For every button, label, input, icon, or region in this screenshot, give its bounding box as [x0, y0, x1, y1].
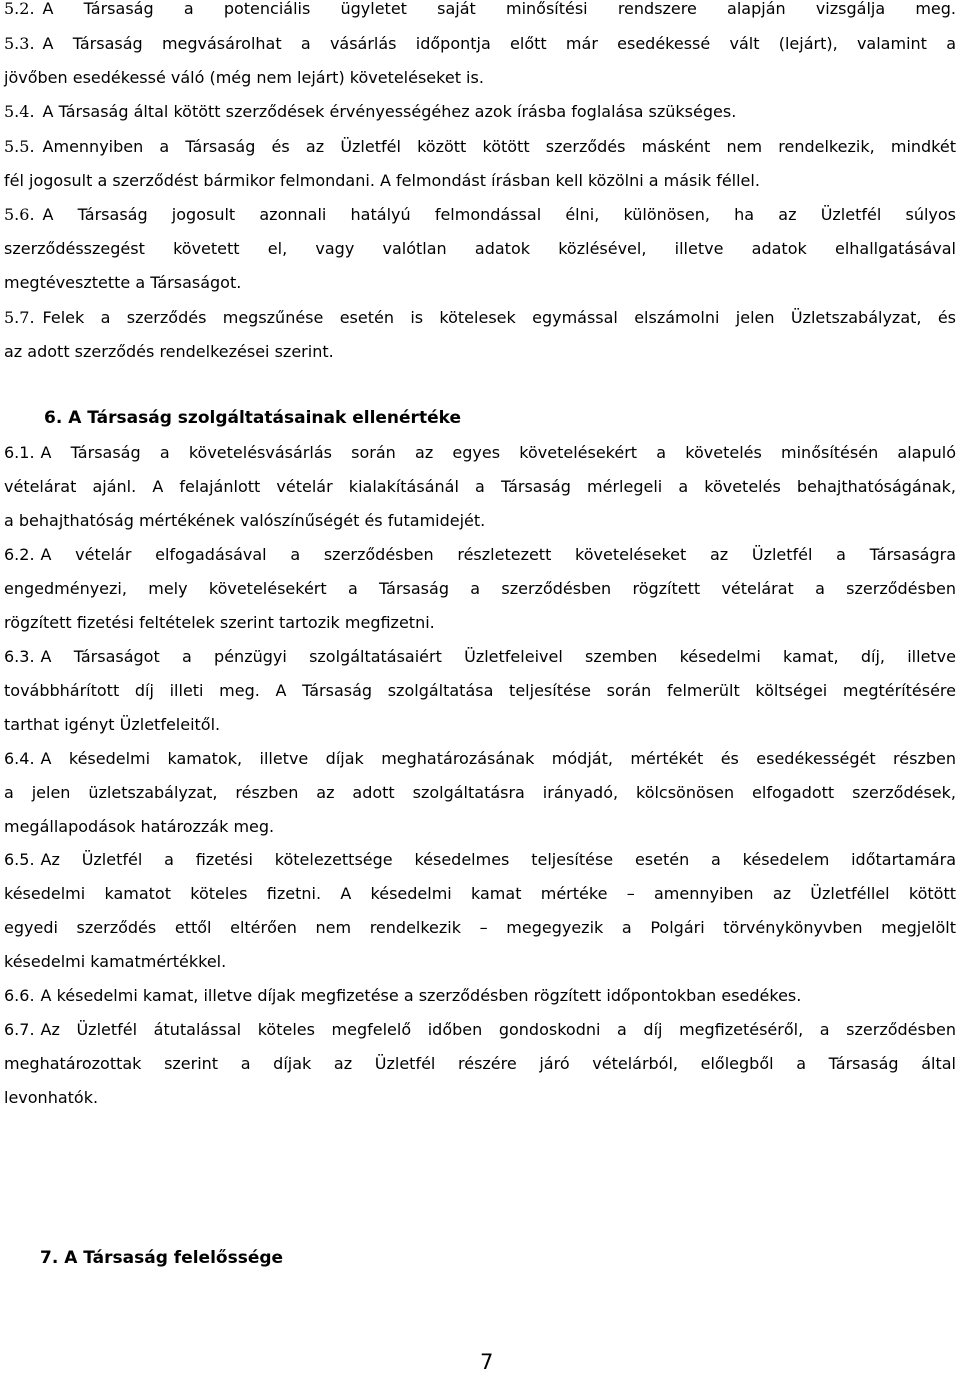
paragraph-line: a behajthatóság mértékének valószínűségét és futamidejét. [4, 511, 486, 530]
paragraph-line: késedelmi kamatot köteles fizetni. A késedelmi kamat mértéke – amennyiben az Üzletféllel kötött [4, 884, 956, 903]
paragraph-line: jövőben esedékessé váló (még nem lejárt) követeléseket is. [4, 68, 484, 87]
paragraph-line: rögzített fizetési feltételek szerint tartozik megfizetni. [4, 613, 435, 632]
paragraph-line: A késedelmi kamat, illetve díjak megfizetése a szerződésben rögzített időpontokban esedékes. [40, 986, 802, 1005]
paragraph-line: levonhatók. [4, 1088, 99, 1107]
paragraph-number: 6.2. [4, 545, 35, 564]
paragraph-5-7 [4, 301, 956, 369]
paragraph-number: 5.2. [4, 0, 35, 18]
paragraph-line: az adott szerződés rendelkezései szerint. [4, 342, 334, 361]
paragraph-number: 6.1. [4, 443, 35, 462]
paragraph-5-6 [4, 198, 956, 300]
section-6-heading: 6. A Társaság szolgáltatásainak ellenértéke [44, 408, 461, 428]
paragraph-line: továbbhárított díj illeti meg. A Társaság szolgáltatása teljesítése során felmerült költségei megtérítésére [4, 681, 956, 700]
paragraph-line: meghatározottak szerint a díjak az Üzletfél részére járó vételárból, előlegből a Társaság által [4, 1054, 956, 1073]
paragraph-number: 6.3. [4, 647, 35, 666]
paragraph-6-3 [4, 640, 956, 742]
paragraph-5-4 [4, 95, 956, 129]
paragraph-line: Felek a szerződés megszűnése esetén is kötelesek egymással elszámolni jelen Üzletszabályzat, és [42, 308, 956, 327]
paragraph-line: A Társaság jogosult azonnali hatályú felmondással élni, különösen, ha az Üzletfél súlyos [42, 205, 956, 224]
paragraph-line: Az Üzletfél átutalással köteles megfelelő időben gondoskodni a díj megfizetéséről, a szerződésben [40, 1020, 956, 1039]
paragraph-line: Az Üzletfél a fizetési kötelezettsége késedelmes teljesítése esetén a késedelem időtartamára [40, 850, 956, 869]
paragraph-line: engedményezi, mely követelésekért a Társaság a szerződésben rögzített vételárat a szerződésben [4, 579, 956, 598]
paragraph-6-2 [4, 538, 956, 640]
paragraph-line: egyedi szerződés ettől eltérően nem rendelkezik – megegyezik a Polgári törvénykönyvben megjelölt [4, 918, 956, 937]
paragraph-5-5 [4, 130, 956, 198]
paragraph-6-4 [4, 742, 956, 844]
paragraph-line: A Társaság a követelésvásárlás során az egyes követelésekért a követelés minősítésén alapuló [40, 443, 956, 462]
paragraph-6-6 [4, 979, 956, 1013]
paragraph-line: tarthat igényt Üzletfeleitől. [4, 715, 221, 734]
paragraph-line: A vételár elfogadásával a szerződésben részletezett követeléseket az Üzletfél a Társaságra [40, 545, 956, 564]
paragraph-line: A Társaságot a pénzügyi szolgáltatásaiért Üzletfeleivel szemben késedelmi kamat, díj, illetve [40, 647, 956, 666]
paragraph-line: megállapodások határozzák meg. [4, 817, 275, 836]
paragraph-5-3 [4, 27, 956, 95]
paragraph-line: A késedelmi kamatok, illetve díjak meghatározásának módját, mértékét és esedékességét részben [40, 749, 956, 768]
paragraph-number: 5.4. [4, 102, 35, 121]
paragraph-number: 5.5. [4, 137, 35, 156]
paragraph-line: szerződésszegést követett el, vagy valótlan adatok közlésével, illetve adatok elhallgatásával [4, 239, 956, 258]
paragraph-line: fél jogosult a szerződést bármikor felmondani. A felmondást írásban kell közölni a másik féllel. [4, 171, 760, 190]
paragraph-line: Amennyiben a Társaság és az Üzletfél között kötött szerződés másként nem rendelkezik, mindkét [42, 137, 956, 156]
section-7-heading: 7. A Társaság felelőssége [40, 1248, 284, 1268]
paragraph-line: A Társaság a potenciális ügyletet saját minősítési rendszere alapján vizsgálja meg. [42, 0, 956, 18]
paragraph-line: késedelmi kamatmértékkel. [4, 952, 227, 971]
paragraph-line: A Társaság megvásárolhat a vásárlás időpontja előtt már esedékessé vált (lejárt), valamint a [42, 34, 956, 53]
paragraph-line: megtévesztette a Társaságot. [4, 273, 242, 292]
page-number: 7 [480, 1350, 494, 1374]
paragraph-number: 6.6. [4, 986, 35, 1005]
paragraph-line: a jelen üzletszabályzat, részben az adott szolgáltatásra irányadó, kölcsönösen elfogadott szerződések, [4, 783, 956, 802]
paragraph-number: 5.7. [4, 308, 35, 327]
paragraph-number: 6.5. [4, 850, 35, 869]
paragraph-6-7 [4, 1013, 956, 1115]
paragraph-6-5 [4, 843, 956, 979]
paragraph-number: 6.7. [4, 1020, 35, 1039]
paragraph-line: A Társaság által kötött szerződések érvényességéhez azok írásba foglalása szükséges. [42, 102, 737, 121]
paragraph-line: vételárat ajánl. A felajánlott vételár kialakításánál a Társaság mérlegeli a követelés behajthatóságának, [4, 477, 956, 496]
paragraph-6-1 [4, 436, 956, 538]
paragraph-number: 6.4. [4, 749, 35, 768]
paragraph-number: 5.3. [4, 34, 35, 53]
paragraph-5-2 [4, 0, 956, 26]
paragraph-number: 5.6. [4, 205, 35, 224]
